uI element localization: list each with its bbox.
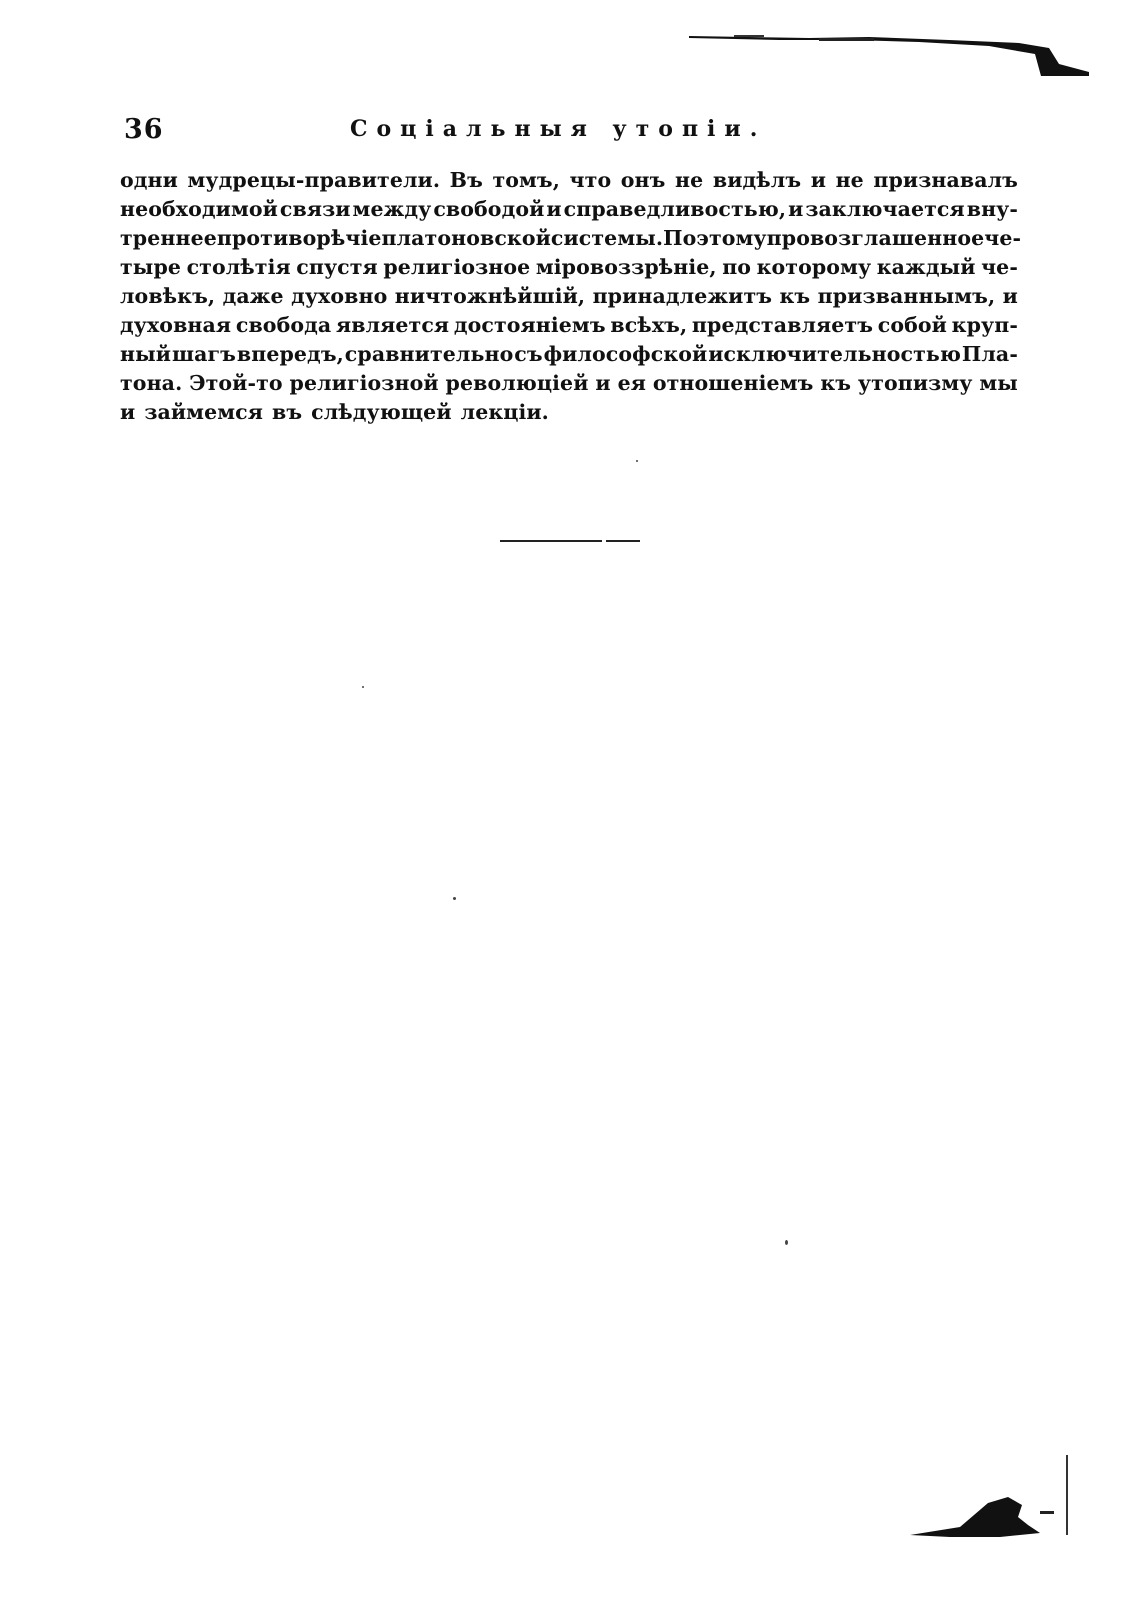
text-line: одни мудрецы-правители. Въ томъ, что онъ не видѣлъ и не признавалъ — [120, 168, 1018, 192]
dust-speck — [785, 1240, 788, 1245]
text-line: необходимой связи между свободой и справедливостью, и заключается вну- — [120, 197, 1018, 221]
text-line: ный шагъ впередъ, сравнительно съ философской исключительностью Пла- — [120, 342, 1018, 366]
text-line: духовная свобода является достояніемъ всѣхъ, представляетъ собой круп- — [120, 313, 1018, 337]
running-title: Соціальныя утопіи. — [350, 116, 767, 142]
text-line: треннее противорѣчіе платоновской системы. Поэтому провозглашенное че- — [120, 226, 1022, 250]
scan-artifact-top — [689, 34, 1089, 76]
dust-speck — [362, 686, 364, 688]
text-line: тона. Этой-то религіозной революціей и ея отношеніемъ къ утопизму мы — [120, 371, 1018, 395]
dust-speck — [636, 460, 638, 462]
body-paragraph — [120, 166, 1022, 427]
page-number: 36 — [124, 114, 164, 145]
text-line: ловѣкъ, даже духовно ничтожнѣйшій, принадлежитъ къ призваннымъ, и — [120, 284, 1018, 308]
dust-speck — [453, 897, 456, 900]
scan-artifact-bottom — [890, 1455, 1080, 1545]
text-line: и займемся въ слѣдующей лекціи. — [120, 400, 549, 424]
section-end-rule — [500, 540, 640, 542]
text-line: тыре столѣтія спустя религіозное міровоззрѣніе, по которому каждый че- — [120, 255, 1018, 279]
